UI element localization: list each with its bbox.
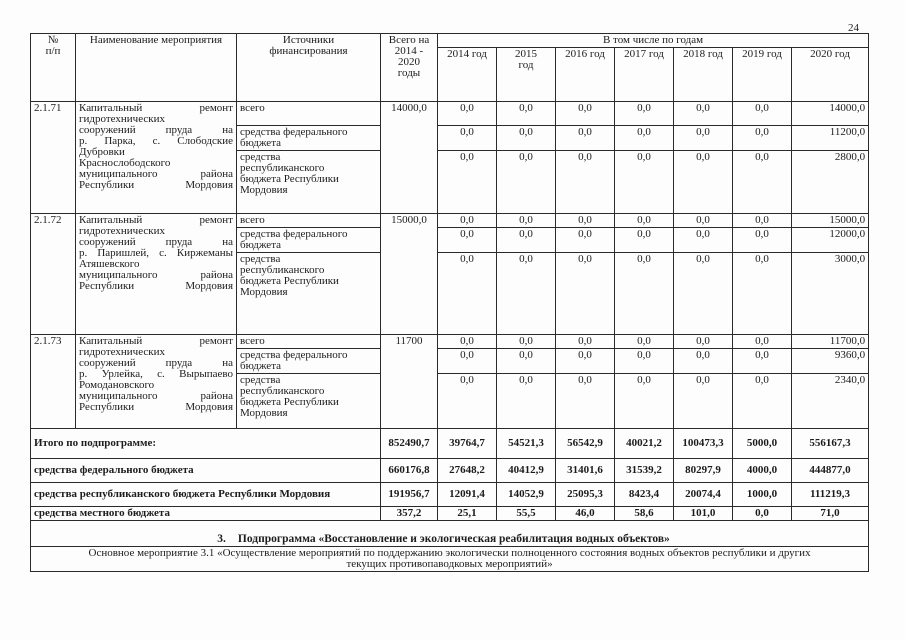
- source-label-line: республиканского: [240, 162, 325, 174]
- year-value: 11200,0: [792, 126, 869, 151]
- totals-year-value: 4000,0: [733, 459, 792, 483]
- header-year: [556, 48, 615, 102]
- item-name-line: р. Паришлей, с. Киржеманы: [79, 247, 233, 259]
- source-label-line: Мордовия: [240, 286, 288, 298]
- item-name-line: Республики Мордовия: [79, 401, 233, 413]
- year-value: 0,0: [615, 374, 674, 429]
- source-label-line: Мордовия: [240, 407, 288, 419]
- year-value: 14000,0: [792, 102, 869, 126]
- item-number: 2.1.71: [31, 102, 76, 214]
- budget-table: [30, 33, 869, 572]
- year-value: 0,0: [438, 102, 497, 126]
- year-value: 0,0: [438, 335, 497, 349]
- totals-label: средства федерального бюджета: [31, 459, 381, 483]
- source-label-line: бюджета: [240, 239, 282, 251]
- header-year: [674, 48, 733, 102]
- totals-sum: 191956,7: [381, 483, 438, 507]
- header-num: [31, 34, 76, 102]
- item-name: [76, 102, 237, 214]
- source-label-line: средства: [240, 374, 281, 386]
- year-value: 11700,0: [792, 335, 869, 349]
- item-name-line: Краснослободского: [79, 157, 171, 169]
- year-value: 12000,0: [792, 228, 869, 253]
- header-source-line: финансирования: [269, 45, 348, 57]
- totals-row: [31, 483, 869, 507]
- source-label: [237, 349, 381, 374]
- year-value: 0,0: [556, 214, 615, 228]
- totals-year-value: 8423,4: [615, 483, 674, 507]
- year-value: 0,0: [438, 374, 497, 429]
- year-value: 0,0: [615, 102, 674, 126]
- year-value: 0,0: [497, 349, 556, 374]
- item-name-line: сооружений пруда на: [79, 236, 233, 248]
- totals-year-value: 556167,3: [792, 429, 869, 459]
- year-value: 0,0: [674, 228, 733, 253]
- item-name-line: муниципального района: [79, 168, 233, 180]
- item-name-line: сооружений пруда на: [79, 124, 233, 136]
- header-year-line: 2017 год: [624, 48, 664, 60]
- year-value: 0,0: [733, 228, 792, 253]
- source-label-line: республиканского: [240, 385, 325, 397]
- totals-year-value: 71,0: [792, 507, 869, 521]
- table-body: [31, 34, 869, 572]
- year-value: 0,0: [733, 335, 792, 349]
- totals-year-value: 1000,0: [733, 483, 792, 507]
- source-label-line: средства: [240, 151, 281, 163]
- totals-year-value: 39764,7: [438, 429, 497, 459]
- item-total: 14000,0: [381, 102, 438, 214]
- totals-row: [31, 429, 869, 459]
- subprogram-heading: [31, 521, 869, 547]
- totals-year-value: 40412,9: [497, 459, 556, 483]
- header-year-line: год: [518, 59, 534, 71]
- item-name-line: муниципального района: [79, 390, 233, 402]
- header-year: [733, 48, 792, 102]
- source-label-line: бюджета Республики: [240, 275, 339, 287]
- year-value: 0,0: [556, 335, 615, 349]
- item-name-line: сооружений пруда на: [79, 357, 233, 369]
- year-value: 0,0: [497, 214, 556, 228]
- header-name: [76, 34, 237, 102]
- year-value: 0,0: [438, 349, 497, 374]
- header-year-line: 2016 год: [565, 48, 605, 60]
- main-event-line: Основное мероприятие 3.1 «Осуществление мероприятий по поддержанию экологически полноценного состояния водных объектов республики и других: [88, 547, 811, 559]
- item-name-line: Дубровки: [79, 146, 125, 158]
- year-value: 0,0: [497, 335, 556, 349]
- totals-year-value: 55,5: [497, 507, 556, 521]
- totals-year-value: 25,1: [438, 507, 497, 521]
- year-value: 0,0: [674, 102, 733, 126]
- source-label-line: всего: [240, 214, 265, 226]
- item-name-line: Республики Мордовия: [79, 179, 233, 191]
- header-total-line: годы: [397, 67, 421, 79]
- item-name-line: Капитальный ремонт: [79, 102, 233, 114]
- header-source-line: Источники: [282, 34, 335, 46]
- header-name-label: Наименование мероприятия: [89, 34, 223, 46]
- item-name: [76, 214, 237, 335]
- totals-year-value: 101,0: [674, 507, 733, 521]
- main-event-row: [31, 547, 869, 572]
- item-name-line: р. Урлейка, с. Вырыпаево: [79, 368, 233, 380]
- header-total: [381, 34, 438, 102]
- totals-label: средства местного бюджета: [31, 507, 381, 521]
- year-value: 0,0: [615, 151, 674, 214]
- year-value: 0,0: [497, 253, 556, 335]
- source-label-line: средства: [240, 253, 281, 265]
- year-value: 0,0: [674, 126, 733, 151]
- item-name-line: Ромодановского: [79, 379, 155, 391]
- totals-sum: 660176,8: [381, 459, 438, 483]
- year-value: 0,0: [556, 253, 615, 335]
- header-year: [438, 48, 497, 102]
- year-value: 0,0: [556, 151, 615, 214]
- totals-year-value: 111219,3: [792, 483, 869, 507]
- header-year-line: 2020 год: [810, 48, 850, 60]
- totals-year-value: 31401,6: [556, 459, 615, 483]
- header-total-line: 2020: [398, 56, 420, 68]
- header-num-line: п/п: [45, 45, 61, 57]
- source-label: [237, 151, 381, 214]
- year-value: 9360,0: [792, 349, 869, 374]
- item-number: 2.1.73: [31, 335, 76, 429]
- item-total: 15000,0: [381, 214, 438, 335]
- year-value: 0,0: [556, 374, 615, 429]
- header-year-line: 2015: [515, 48, 537, 60]
- totals-year-value: 58,6: [615, 507, 674, 521]
- year-value: 0,0: [674, 335, 733, 349]
- item-name-line: гидротехнических: [79, 225, 165, 237]
- year-value: 0,0: [497, 151, 556, 214]
- year-value: 0,0: [497, 228, 556, 253]
- totals-year-value: 46,0: [556, 507, 615, 521]
- source-label-line: бюджета Республики: [240, 173, 339, 185]
- year-value: 0,0: [497, 126, 556, 151]
- item-name-line: Капитальный ремонт: [79, 214, 233, 226]
- year-value: 0,0: [438, 126, 497, 151]
- item-name-line: гидротехнических: [79, 346, 165, 358]
- year-value: 3000,0: [792, 253, 869, 335]
- totals-year-value: 444877,0: [792, 459, 869, 483]
- totals-year-value: 5000,0: [733, 429, 792, 459]
- source-label-line: всего: [240, 102, 265, 114]
- header-num-line: №: [47, 34, 59, 46]
- source-label: [237, 335, 381, 349]
- source-label: [237, 102, 381, 126]
- item-name-line: гидротехнических: [79, 113, 165, 125]
- source-label: [237, 214, 381, 228]
- year-value: 0,0: [438, 151, 497, 214]
- item-name: [76, 335, 237, 429]
- header-year: [615, 48, 674, 102]
- subprogram-title: Подпрограмма «Восстановление и экологическая реабилитация водных объектов»: [237, 533, 670, 545]
- item-total: 11700: [381, 335, 438, 429]
- source-label: [237, 126, 381, 151]
- year-value: 0,0: [497, 102, 556, 126]
- year-value: 0,0: [615, 228, 674, 253]
- year-value: 0,0: [438, 214, 497, 228]
- year-value: 2800,0: [792, 151, 869, 214]
- header-year-line: 2014 год: [447, 48, 487, 60]
- year-value: 15000,0: [792, 214, 869, 228]
- main-event-line: текущих противопаводковых мероприятий»: [346, 558, 553, 570]
- year-value: 0,0: [733, 374, 792, 429]
- year-value: 0,0: [615, 349, 674, 374]
- totals-year-value: 20074,4: [674, 483, 733, 507]
- totals-year-value: 100473,3: [674, 429, 733, 459]
- source-label-line: средства федерального: [240, 349, 348, 361]
- totals-label: средства республиканского бюджета Республики Мордовия: [31, 483, 381, 507]
- source-label: [237, 374, 381, 429]
- item-name-line: муниципального района: [79, 269, 233, 281]
- main-event: [31, 547, 869, 572]
- year-value: 0,0: [615, 253, 674, 335]
- source-label-line: бюджета: [240, 360, 282, 372]
- header-row: [31, 34, 869, 48]
- header-year-line: 2018 год: [683, 48, 723, 60]
- header-year-line: 2019 год: [742, 48, 782, 60]
- year-value: 0,0: [674, 214, 733, 228]
- year-value: 0,0: [733, 349, 792, 374]
- year-value: 0,0: [556, 126, 615, 151]
- source-label-line: республиканского: [240, 264, 325, 276]
- totals-label: Итого по подпрограмме:: [31, 429, 381, 459]
- header-source: [237, 34, 381, 102]
- subprogram-number: 3.: [217, 533, 226, 545]
- header-by-years: В том числе по годам: [438, 34, 869, 48]
- year-value: 0,0: [674, 151, 733, 214]
- totals-year-value: 80297,9: [674, 459, 733, 483]
- item-name-line: Капитальный ремонт: [79, 335, 233, 347]
- year-value: 0,0: [674, 349, 733, 374]
- header-year: [497, 48, 556, 102]
- table-row: [31, 214, 869, 228]
- year-value: 0,0: [733, 102, 792, 126]
- year-value: 0,0: [497, 374, 556, 429]
- totals-year-value: 54521,3: [497, 429, 556, 459]
- source-label-line: бюджета Республики: [240, 396, 339, 408]
- header-total-line: 2014 -: [394, 45, 424, 57]
- source-label-line: всего: [240, 335, 265, 347]
- year-value: 0,0: [733, 151, 792, 214]
- totals-row: [31, 507, 869, 521]
- item-number: 2.1.72: [31, 214, 76, 335]
- year-value: 0,0: [438, 253, 497, 335]
- subprogram-row: [31, 521, 869, 547]
- totals-year-value: 14052,9: [497, 483, 556, 507]
- totals-year-value: 0,0: [733, 507, 792, 521]
- totals-year-value: 25095,3: [556, 483, 615, 507]
- year-value: 0,0: [438, 228, 497, 253]
- source-label-line: Мордовия: [240, 184, 288, 196]
- year-value: 0,0: [556, 228, 615, 253]
- source-label: [237, 253, 381, 335]
- source-label-line: бюджета: [240, 137, 282, 149]
- totals-sum: 852490,7: [381, 429, 438, 459]
- year-value: 0,0: [733, 214, 792, 228]
- year-value: 0,0: [733, 253, 792, 335]
- table-row: [31, 335, 869, 349]
- totals-year-value: 31539,2: [615, 459, 674, 483]
- totals-row: [31, 459, 869, 483]
- table-row: [31, 102, 869, 126]
- year-value: 0,0: [556, 349, 615, 374]
- totals-sum: 357,2: [381, 507, 438, 521]
- item-name-line: Республики Мордовия: [79, 280, 233, 292]
- year-value: 0,0: [615, 214, 674, 228]
- totals-year-value: 27648,2: [438, 459, 497, 483]
- source-label-line: средства федерального: [240, 228, 348, 240]
- header-total-line: Всего на: [388, 34, 430, 46]
- year-value: 0,0: [556, 102, 615, 126]
- source-label-line: средства федерального: [240, 126, 348, 138]
- year-value: 0,0: [733, 126, 792, 151]
- totals-year-value: 40021,2: [615, 429, 674, 459]
- year-value: 0,0: [615, 126, 674, 151]
- totals-year-value: 56542,9: [556, 429, 615, 459]
- page-number: 24: [848, 22, 859, 34]
- year-value: 0,0: [674, 374, 733, 429]
- source-label: [237, 228, 381, 253]
- year-value: 0,0: [674, 253, 733, 335]
- header-year: [792, 48, 869, 102]
- year-value: 2340,0: [792, 374, 869, 429]
- item-name-line: р. Парка, с. Слободские: [79, 135, 233, 147]
- totals-year-value: 12091,4: [438, 483, 497, 507]
- year-value: 0,0: [615, 335, 674, 349]
- item-name-line: Атяшевского: [79, 258, 140, 270]
